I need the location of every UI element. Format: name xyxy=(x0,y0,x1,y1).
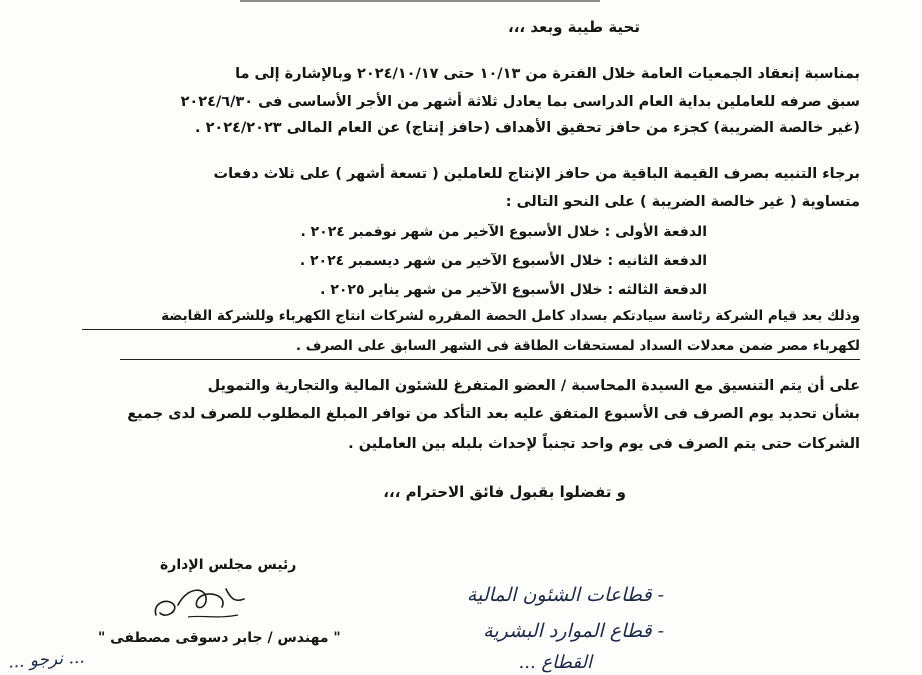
signature-scribble xyxy=(148,575,258,625)
installment-3: الدفعة الثالثه : خلال الأسبوع الآخير من شهر يناير ٢٠٢٥ . xyxy=(320,282,707,298)
closing: و تفضلوا بقبول فائق الاحترام ،،، xyxy=(383,483,626,501)
paragraph4-line1: على أن يتم التنسيق مع السيدة المحاسبة / العضو المتفرغ للشئون المالية والتجارية والتمويل xyxy=(207,378,860,394)
signature-name: " مهندس / جابر دسوقى مصطفى " xyxy=(98,630,341,646)
paragraph1-line2: سبق صرفه للعاملين بداية العام الدراسى بما يعادل ثلاثة أشهر من الأجر الأساسى فى ٢٠٢٤/٦/٣٠ xyxy=(180,94,860,110)
handwritten-bottom-left: ... نرجو ... xyxy=(7,647,86,673)
installment-1: الدفعة الأولى : خلال الأسبوع الآخير من شهر نوفمبر ٢٠٢٤ . xyxy=(300,224,707,240)
paragraph3-underline-2 xyxy=(120,359,860,360)
paragraph3-line2: لكهرباء مصر ضمن معدلات السداد لمستحقات الطاقة فى الشهر السابق على الصرف . xyxy=(295,338,860,354)
signature-title: رئيس مجلس الإدارة xyxy=(160,557,297,573)
paragraph4-line3: الشركات حتى يتم الصرف فى يوم واحد تجنباً لإحداث بلبله بين العاملين . xyxy=(348,436,860,452)
paragraph1-line3: (غير خالصة الضريبة) كجزء من حافز تحقيق الأهداف (حافز إنتاج) عن العام المالى ٢٠٢٤/٢٠٢٣ . xyxy=(195,120,860,136)
installment-2: الدفعة الثانيه : خلال الأسبوع الآخير من شهر ديسمبر ٢٠٢٤ . xyxy=(299,253,707,269)
paragraph2-line2: متساوية ( غير خالصة الضريبة ) على النحو التالى : xyxy=(505,194,860,210)
paragraph1-line1: بمناسبة إنعقاد الجمعيات العامة خلال الفترة من ١٠/١٣ حتى ٢٠٢٤/١٠/١٧ وبالإشارة إلى ما xyxy=(235,66,860,82)
paragraph4-line2: بشأن تحديد يوم الصرف فى الأسبوع المتفق عليه بعد التأكد من توافر المبلغ المطلوب للصرف لدى جميع xyxy=(127,406,860,422)
handwritten-note-1: - قطاعات الشئون المالية xyxy=(466,584,664,606)
greeting: تحية طيبة وبعد ،،، xyxy=(508,18,640,36)
paragraph3-line1: وذلك بعد قيام الشركة رئاسة سيادتكم بسداد كامل الحصة المقرره لشركات انتاج الكهرباء وللشركة القابضة xyxy=(161,308,860,324)
handwritten-note-3: القطاع ... xyxy=(518,652,592,673)
paragraph3-underline-1 xyxy=(82,329,860,330)
paragraph2-line1: برجاء التنبيه بصرف القيمة الباقية من حافز الإنتاج للعاملين ( تسعة أشهر ) على ثلاث دفعات xyxy=(213,166,860,182)
top-edge-mark xyxy=(240,0,600,6)
handwritten-note-2: - قطاع الموارد البشرية xyxy=(483,620,664,642)
